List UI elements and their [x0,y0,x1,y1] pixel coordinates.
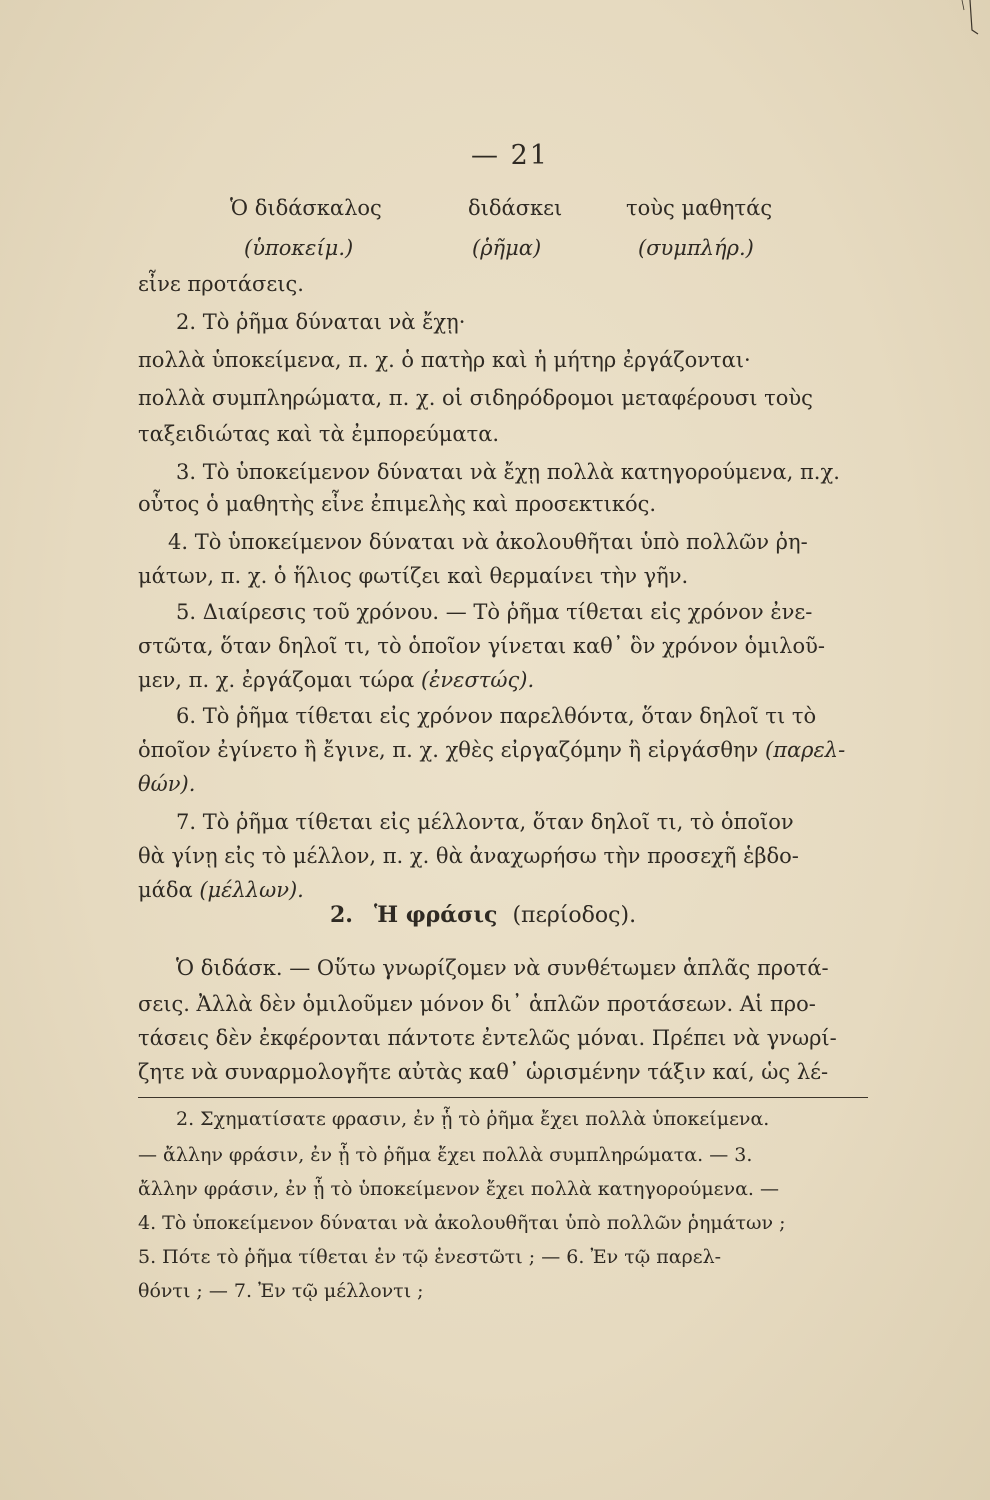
body-line: 4. Τὸ ὑποκείμενον δύναται νὰ ἀκολουθῆται ὑπὸ πολλῶν ῥη- [168,530,808,554]
section-line: τάσεις δὲν ἐκφέρονται πάντοτε ἐντελῶς μόναι. Πρέπει νὰ γνωρί- [138,1026,837,1050]
term-past: (παρελ- [765,738,846,762]
body-line: εἶνε προτάσεις. [138,272,304,296]
section-line: ζητε νὰ συναρμολογῆτε αὐτὰς καθ᾽ ὡρισμένην τάξιν καί, ὡς λέ- [138,1060,829,1084]
section-title: Ἡ φράσις [373,902,498,928]
footnote-line: 5. Πότε τὸ ῥῆμα τίθεται ἐν τῷ ἐνεστῶτι ; — 6. Ἐν τῷ παρελ- [138,1246,722,1268]
example-object-role: (συμπλήρ.) [638,236,754,260]
example-subject: Ὁ διδάσκαλος [230,196,382,220]
body-line: 2. Τὸ ῥῆμα δύναται νὰ ἔχῃ· [176,310,466,334]
section-line: Ὁ διδάσκ. — Οὕτω γνωρίζομεν νὰ συνθέτωμεν ἁπλᾶς προτά- [176,956,829,980]
body-line-text: μάδα [138,878,193,902]
body-line: 6. Τὸ ῥῆμα τίθεται εἰς χρόνον παρελθόντα, ὅταν δηλοῖ τι τὸ [176,704,817,728]
body-line: 3. Τὸ ὑποκείμενον δύναται νὰ ἔχῃ πολλὰ κατηγορούμενα, π.χ. [176,460,840,484]
section-heading [330,902,730,928]
section-number: 2. [330,902,353,928]
body-line [138,876,868,904]
footnote-line: — ἄλλην φράσιν, ἐν ᾗ τὸ ῥῆμα ἔχει πολλὰ συμπληρώματα. — 3. [138,1144,753,1166]
footnote-line: 2. Σχηματίσατε φρασιν, ἐν ᾗ τὸ ῥῆμα ἔχει πολλὰ ὑποκείμενα. [176,1108,770,1130]
page-corner-mark [940,0,980,40]
body-line: μάτων, π. χ. ὁ ἥλιος φωτίζει καὶ θερμαίνει τὴν γῆν. [138,564,689,588]
footnote-line: ἄλλην φράσιν, ἐν ᾗ τὸ ὑποκείμενον ἔχει πολλὰ κατηγορούμενα. — [138,1178,779,1200]
body-line [138,736,868,764]
body-line [138,666,868,694]
body-line-text: ὁποῖον ἐγίνετο ἢ ἔγινε, π. χ. χθὲς εἰργαζόμην ἢ εἰργάσθην [138,738,759,762]
example-subject-role: (ὑποκείμ.) [244,236,354,260]
term-present: (ἐνεστώς). [420,668,535,692]
body-line: πολλὰ συμπληρώματα, π. χ. οἱ σιδηρόδρομοι μεταφέρουσι τοὺς [138,386,813,410]
body-line: 5. Διαίρεσις τοῦ χρόνου. — Τὸ ῥῆμα τίθεται εἰς χρόνον ἐνε- [176,600,813,624]
body-line: θὰ γίνῃ εἰς τὸ μέλλον, π. χ. θὰ ἀναχωρήσω τὴν προσεχῆ ἑβδο- [138,844,799,868]
body-line: ταξειδιώτας καὶ τὰ ἐμπορεύματα. [138,422,500,446]
footnote-line: θόντι ; — 7. Ἐν τῷ μέλλοντι ; [138,1280,424,1302]
footnote-divider [138,1097,868,1098]
section-subtitle: (περίοδος). [512,903,637,928]
body-line-text: μεν, π. χ. ἐργάζομαι τώρα [138,668,415,692]
example-object: τοὺς μαθητάς [626,196,773,220]
body-line: 7. Τὸ ῥῆμα τίθεται εἰς μέλλοντα, ὅταν δηλοῖ τι, τὸ ὁποῖον [176,810,794,834]
example-verb: διδάσκει [468,196,563,220]
body-line: θών). [138,772,196,796]
body-line: στῶτα, ὅταν δηλοῖ τι, τὸ ὁποῖον γίνεται καθ᾽ ὃν χρόνον ὁμιλοῦ- [138,634,825,658]
body-line: οὗτος ὁ μαθητὴς εἶνε ἐπιμελὴς καὶ προσεκτικός. [138,492,657,516]
term-future: (μέλλων). [199,878,304,902]
footnote-line: 4. Τὸ ὑποκείμενον δύναται νὰ ἀκολουθῆται ὑπὸ πολλῶν ῥημάτων ; [138,1212,786,1234]
body-line: πολλὰ ὑποκείμενα, π. χ. ὁ πατὴρ καὶ ἡ μήτηρ ἐργάζονται· [138,348,751,372]
example-verb-role: (ῥῆμα) [472,236,542,260]
section-line: σεις. Ἀλλὰ δὲν ὁμιλοῦμεν μόνον δι᾽ ἁπλῶν προτάσεων. Αἱ προ- [138,992,816,1016]
page-number: — 21 [471,140,549,171]
